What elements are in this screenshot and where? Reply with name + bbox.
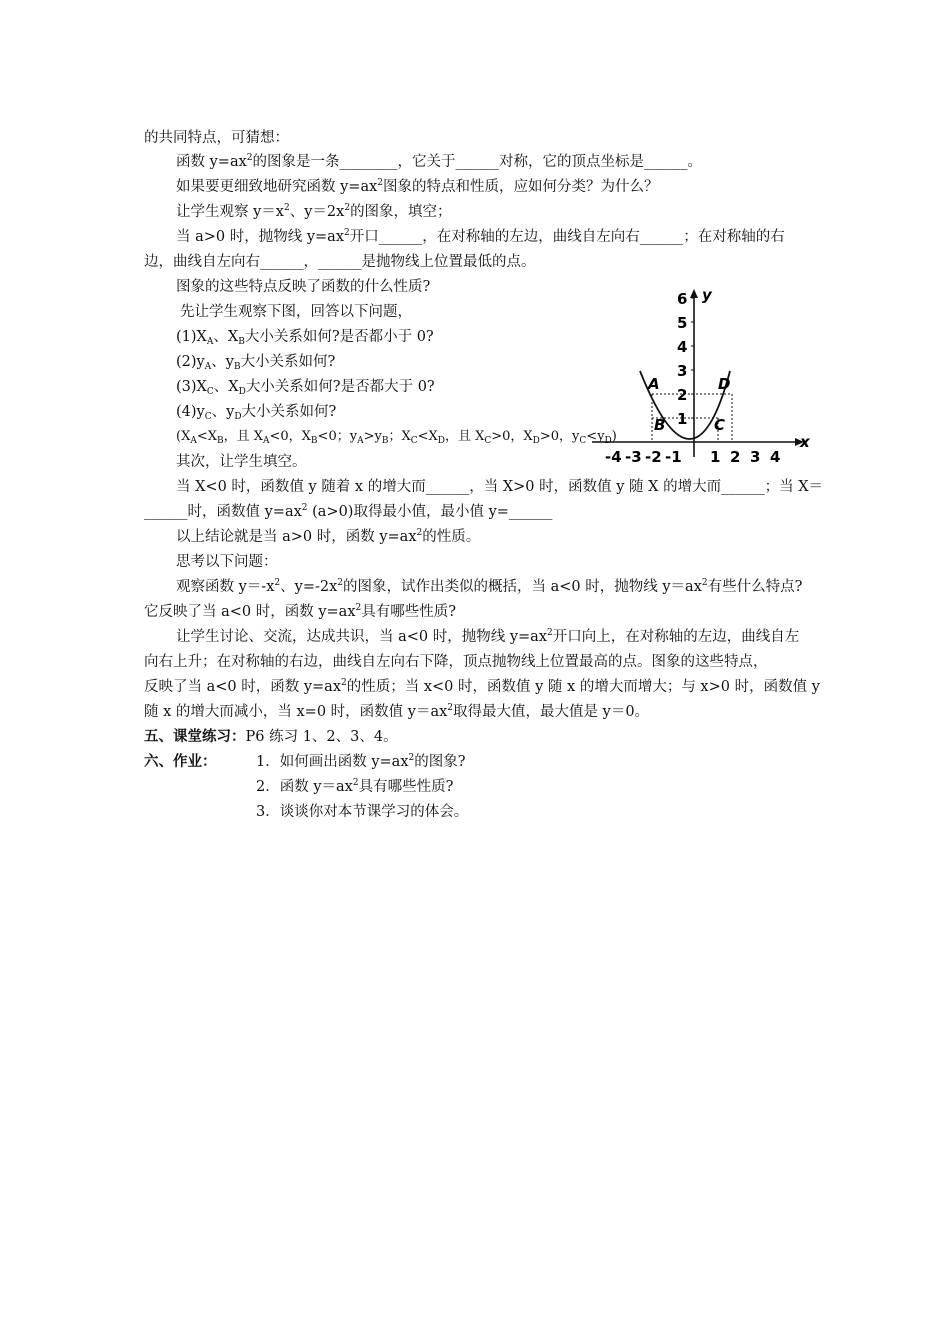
answer-fragment: <X <box>417 429 438 444</box>
subscript: B <box>381 436 389 446</box>
subscript: B <box>216 436 224 446</box>
x-axis-label: x <box>800 433 810 451</box>
point-label-b: B <box>654 416 666 434</box>
para-properties-question: 图象的这些特点反映了函数的什么性质? <box>176 279 431 295</box>
subscript: C <box>410 436 418 446</box>
para-discussion-3: 反映了当 a<0 时，函数 $y=ax^2$的性质；当 x<0 时，函数值 y 随 x 的增大而增大；与 x>0 时，函数值 y <box>144 678 820 695</box>
question-2: $(2)y_A$、$y_B$大小关系如何? <box>176 354 336 372</box>
para-a-positive-cont: 边，曲线自左向右______，______是抛物线上位置最低的点。 <box>144 254 536 270</box>
y-tick-label: 5 <box>677 314 688 332</box>
answer-fragment: >y <box>363 429 382 444</box>
x-tick-label: -2 <box>645 448 662 466</box>
answer-fragment: >0，y <box>539 429 580 444</box>
x-tick-label: 4 <box>770 448 781 466</box>
answer-fragment: (X <box>176 429 191 444</box>
y-tick-label: 3 <box>677 362 688 380</box>
subscript: A <box>190 436 197 446</box>
y-tick-label: 2 <box>677 386 688 404</box>
answer-fragment: <X <box>196 429 217 444</box>
subscript: A <box>263 436 270 446</box>
point-label-c: C <box>714 416 726 434</box>
point-label-a: A <box>648 375 660 393</box>
y-tick-label: 4 <box>677 338 688 356</box>
answer-fragment: <0；y <box>317 429 358 444</box>
subscript: B <box>310 436 318 446</box>
para-increase-decrease: 当 X<0 时，函数值 y 随着 x 的增大而______，当 X>0 时，函数值 y 随 X 的增大而______；当 X＝ <box>176 479 824 495</box>
question-4: $(4)y_C$、$y_D$大小关系如何? <box>176 404 337 422</box>
x-tick-label: -1 <box>665 448 682 466</box>
para-a-positive: 当 a>0 时，抛物线 $y=ax^2$开口______，在对称轴的左边，曲线自左向右______；在对称轴的右 <box>176 228 785 245</box>
subscript: D <box>604 436 612 446</box>
para-observe-figure: 先让学生观察下图，回答以下问题， <box>180 304 412 320</box>
answer-fragment: ) <box>611 429 617 444</box>
subscript: D <box>437 436 445 446</box>
answer-fragment: ，且 X <box>444 429 485 444</box>
para-negative-observe: 观察函数 $y=-x^2$、$y=-2x^2$的图象，试作出类似的概括，当 a<0 时，抛物线 $y=ax^2$有些什么特点? <box>176 578 803 595</box>
answer-fragment: >0，X <box>491 429 533 444</box>
y-axis-arrow-icon <box>690 289 698 298</box>
para-discussion-4: 随 x 的增大而减小，当 x=0 时，函数值 $y=ax^2$取得最大值，最大值是 y＝0。 <box>144 703 650 720</box>
para-observe: 让学生观察 $y=x^2$、$y=2x^2$的图象，填空； <box>176 203 452 220</box>
y-ticks <box>677 290 694 428</box>
y-tick-label: 1 <box>677 410 688 428</box>
subscript: D <box>532 436 540 446</box>
homework-2: 2．函数 $y=ax^2$具有哪些性质? <box>256 778 454 795</box>
x-tick-label: 3 <box>750 448 761 466</box>
para-minimum: ______时，函数值 $y=ax^2$ (a>0)取得最小值，最小值 y=______ <box>144 503 553 520</box>
question-3: $(3)X_C$、$X_D$大小关系如何?是否都大于 0? <box>176 379 435 397</box>
subscript: A <box>357 436 364 446</box>
section-5: 五、课堂练习：P6 练习 1、2、3、4。 <box>144 728 398 745</box>
para-think: 思考以下问题： <box>176 554 278 570</box>
section-6-heading: 六、作业： <box>144 753 217 770</box>
x-tick-label: 1 <box>710 448 721 466</box>
parabola-figure <box>590 287 812 467</box>
para-fill-in: 其次，让学生填空。 <box>176 454 307 470</box>
para-conclusion: 以上结论就是当 a>0 时，函数 $y=ax^2$的性质。 <box>176 528 481 545</box>
answer-fragment: ，且 X <box>223 429 263 444</box>
para-discussion: 让学生讨论、交流，达成共识，当 a<0 时，抛物线 $y=ax^2$开口向上，在对称轴的左边，曲线自左 <box>176 628 800 645</box>
para-discussion-2: 向右上升；在对称轴的右边，曲线自左向右下降，顶点抛物线上位置最高的点。图象的这些特点， <box>144 654 768 670</box>
question-1: $(1)X_A$、$X_B$大小关系如何?是否都小于 0? <box>176 329 434 347</box>
x-axis <box>592 438 804 446</box>
para-common-features: 的共同特点，可猜想： <box>144 130 289 146</box>
section-5-heading: 五、课堂练习： <box>144 728 246 745</box>
subscript: C <box>579 436 587 446</box>
answer-fragment: <0，X <box>269 429 311 444</box>
x-tick-label: 2 <box>730 448 741 466</box>
answer-fragment: <y <box>586 429 605 444</box>
para-conjecture: 函数 $y=ax^2$的图象是一条________，它关于______对称，它的顶点坐标是______。 <box>176 153 703 170</box>
homework-1: 1．如何画出函数 $y=ax^2$的图象? <box>256 753 466 770</box>
x-ticks <box>605 448 780 466</box>
answer-relations <box>176 427 617 447</box>
para-classify-question: 如果要更细致地研究函数 $y=ax^2$图象的特点和性质，应如何分类？为什么？ <box>176 178 659 195</box>
point-label-d: D <box>718 375 731 393</box>
y-tick-label: 6 <box>677 290 688 308</box>
y-axis-label: y <box>702 287 712 304</box>
homework-3: 3．谈谈你对本节课学习的体会。 <box>256 804 469 820</box>
subscript: C <box>484 436 492 446</box>
para-negative-question: 它反映了当 a<0 时，函数 $y=ax^2$具有哪些性质? <box>144 603 457 620</box>
x-tick-label: -3 <box>625 448 642 466</box>
answer-fragment: ；X <box>388 429 411 444</box>
y-axis <box>690 289 698 457</box>
x-tick-label: -4 <box>605 448 622 466</box>
